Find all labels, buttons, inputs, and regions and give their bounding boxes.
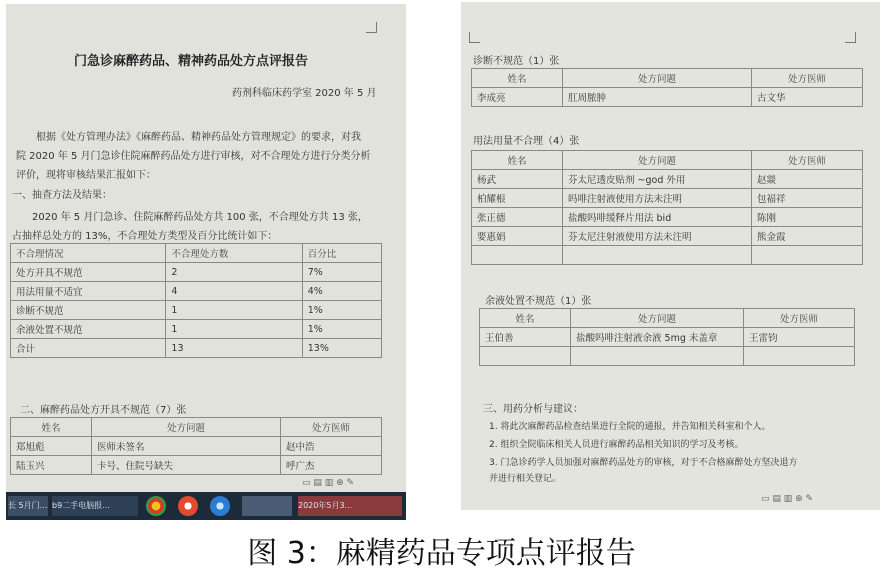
table-row bbox=[472, 246, 863, 265]
table-header-cell: 姓名 bbox=[472, 151, 563, 170]
taskbar-app[interactable]: 2020年5月3... bbox=[298, 496, 402, 516]
table-cell: 卡号、住院号缺失 bbox=[92, 456, 281, 475]
table-cell: 包福祥 bbox=[752, 189, 863, 208]
table-header-cell: 姓名 bbox=[472, 69, 563, 88]
intro-line: 院 2020 年 5 月门急诊住院麻醉药品处方进行审核，对不合理处方进行分类分析 bbox=[16, 151, 371, 162]
table-header-row bbox=[11, 418, 382, 437]
section-heading: 二、麻醉药品处方开具不规范（7）张 bbox=[20, 405, 187, 416]
section-heading: 三、用药分析与建议： bbox=[483, 404, 583, 415]
table-cell: 1% bbox=[302, 301, 381, 320]
taskbar-app[interactable] bbox=[242, 496, 292, 516]
table-row bbox=[472, 208, 863, 227]
table-cell: 1 bbox=[166, 320, 302, 339]
table-header-row bbox=[480, 309, 855, 328]
table-cell: 王伯善 bbox=[480, 328, 571, 347]
diagnosis-table bbox=[471, 68, 863, 107]
table-cell: 7% bbox=[302, 263, 381, 282]
advice-line: 3. 门急诊药学人员加强对麻醉药品处方的审核，对于不合格麻醉处方坚决退方 bbox=[489, 458, 798, 468]
table-header-cell: 不合理处方数 bbox=[166, 244, 302, 263]
table-row bbox=[472, 189, 863, 208]
table-cell: 熊金霞 bbox=[752, 227, 863, 246]
table-row bbox=[11, 263, 382, 282]
table-row bbox=[480, 347, 855, 366]
intro-line: 根据《处方管理办法》《麻醉药品、精神药品处方管理规定》的要求，对我 bbox=[36, 132, 361, 143]
table-cell: 盐酸吗啡缓释片用法 bid bbox=[563, 208, 752, 227]
section-heading: 余液处置不规范（1）张 bbox=[485, 296, 592, 307]
figure-caption: 图 3：麻精药品专项点评报告 bbox=[247, 536, 636, 571]
table-header-cell: 姓名 bbox=[11, 418, 92, 437]
table-cell: 李成亮 bbox=[472, 88, 563, 107]
left-report-photo bbox=[6, 4, 406, 520]
taskbar-app[interactable]: b9二手电脑报... bbox=[52, 496, 138, 516]
page-corner-mark bbox=[469, 32, 480, 43]
table-header-row bbox=[472, 69, 863, 88]
table-cell: 肛周脓肿 bbox=[563, 88, 752, 107]
table-header-cell: 处方医师 bbox=[281, 418, 382, 437]
app-icon[interactable] bbox=[210, 496, 230, 516]
table-row bbox=[480, 328, 855, 347]
advice-line: 并进行相关登记。 bbox=[489, 474, 562, 484]
section-heading: 一、抽查方法及结果： bbox=[12, 190, 112, 201]
table-row bbox=[472, 88, 863, 107]
table-cell bbox=[472, 246, 563, 265]
waste-disposal-table bbox=[479, 308, 855, 366]
table-row bbox=[11, 456, 382, 475]
table-cell: 用法用量不适宜 bbox=[11, 282, 166, 301]
status-icons: ▭ ▤ ▥ ⊕ ✎ bbox=[302, 478, 355, 488]
table-cell bbox=[752, 246, 863, 265]
table-header-cell: 处方问题 bbox=[563, 151, 752, 170]
table-cell: 王雷钧 bbox=[744, 328, 855, 347]
table-header-cell: 姓名 bbox=[480, 309, 571, 328]
table-header-cell: 处方医师 bbox=[752, 151, 863, 170]
table-cell bbox=[480, 347, 571, 366]
table-row bbox=[11, 339, 382, 358]
table-row bbox=[11, 320, 382, 339]
table-row bbox=[472, 227, 863, 246]
chrome-icon[interactable] bbox=[146, 496, 166, 516]
report-title: 门急诊麻醉药品、精神药品处方点评报告 bbox=[74, 54, 309, 69]
table-cell: 杨武 bbox=[472, 170, 563, 189]
table-row bbox=[472, 170, 863, 189]
table-cell: 古文华 bbox=[752, 88, 863, 107]
table-cell: 1% bbox=[302, 320, 381, 339]
table-cell: 陆玉兴 bbox=[11, 456, 92, 475]
section-heading: 诊断不规范（1）张 bbox=[473, 56, 560, 67]
windows-taskbar bbox=[6, 492, 406, 520]
table-cell: 4% bbox=[302, 282, 381, 301]
table-row bbox=[11, 301, 382, 320]
table-cell bbox=[563, 246, 752, 265]
table-cell: 陈刚 bbox=[752, 208, 863, 227]
table-cell: 张正德 bbox=[472, 208, 563, 227]
section-heading: 用法用量不合理（4）张 bbox=[473, 136, 580, 147]
table-header-cell: 不合理情况 bbox=[11, 244, 166, 263]
page-corner-mark bbox=[845, 32, 856, 43]
table-header-row bbox=[472, 151, 863, 170]
table-header-cell: 处方问题 bbox=[92, 418, 281, 437]
table-cell: 13 bbox=[166, 339, 302, 358]
table-cell: 吗啡注射液使用方法未注明 bbox=[563, 189, 752, 208]
table-header-cell: 处方医师 bbox=[744, 309, 855, 328]
table-cell: 芬太尼注射液使用方法未注明 bbox=[563, 227, 752, 246]
table-cell bbox=[744, 347, 855, 366]
table-cell: 合计 bbox=[11, 339, 166, 358]
table-cell: 柏耀根 bbox=[472, 189, 563, 208]
status-icons: ▭ ▤ ▥ ⊕ ✎ bbox=[761, 494, 814, 504]
table-cell: 呼广杰 bbox=[281, 456, 382, 475]
result-line: 2020 年 5 月门急诊、住院麻醉药品处方共 100 张，不合理处方共 13 张， bbox=[32, 212, 368, 223]
table-cell: 赵中浩 bbox=[281, 437, 382, 456]
right-report-photo bbox=[461, 2, 880, 510]
table-cell: 赵燚 bbox=[752, 170, 863, 189]
table-cell: 1 bbox=[166, 301, 302, 320]
table-cell: 13% bbox=[302, 339, 381, 358]
table-cell: 诊断不规范 bbox=[11, 301, 166, 320]
table-cell: 医师未签名 bbox=[92, 437, 281, 456]
table-header-cell: 处方问题 bbox=[571, 309, 744, 328]
table-header-cell: 处方医师 bbox=[752, 69, 863, 88]
table-header-row bbox=[11, 244, 382, 263]
table-row bbox=[11, 437, 382, 456]
table-cell bbox=[571, 347, 744, 366]
dept-date: 药剂科临床药学室 2020 年 5 月 bbox=[232, 88, 377, 99]
result-line: 占抽样总处方的 13%，不合理处方类型及百分比统计如下： bbox=[12, 231, 278, 242]
advice-line: 2. 组织全院临床相关人员进行麻醉药品相关知识的学习及考核。 bbox=[489, 440, 744, 450]
table-cell: 4 bbox=[166, 282, 302, 301]
browser-icon[interactable] bbox=[178, 496, 198, 516]
table-cell: 处方开具不规范 bbox=[11, 263, 166, 282]
usage-table bbox=[471, 150, 863, 265]
taskbar-app[interactable]: 长 5月门... bbox=[8, 496, 48, 516]
table-row bbox=[11, 282, 382, 301]
stats-table bbox=[10, 243, 382, 358]
prescription-issue-table bbox=[10, 417, 382, 475]
page-corner-mark bbox=[366, 22, 377, 33]
table-header-cell: 处方问题 bbox=[563, 69, 752, 88]
table-cell: 2 bbox=[166, 263, 302, 282]
table-cell: 芬太尼透皮贴剂 ~god 外用 bbox=[563, 170, 752, 189]
table-cell: 要惠娟 bbox=[472, 227, 563, 246]
table-cell: 盐酸吗啡注射液余液 5mg 未盖章 bbox=[571, 328, 744, 347]
table-cell: 郑旭彪 bbox=[11, 437, 92, 456]
intro-line: 评价，现将审核结果汇报如下： bbox=[16, 170, 156, 181]
advice-line: 1. 将此次麻醉药品检查结果进行全院的通报，并告知相关科室和个人。 bbox=[489, 422, 771, 432]
table-header-cell: 百分比 bbox=[302, 244, 381, 263]
table-cell: 余液处置不规范 bbox=[11, 320, 166, 339]
